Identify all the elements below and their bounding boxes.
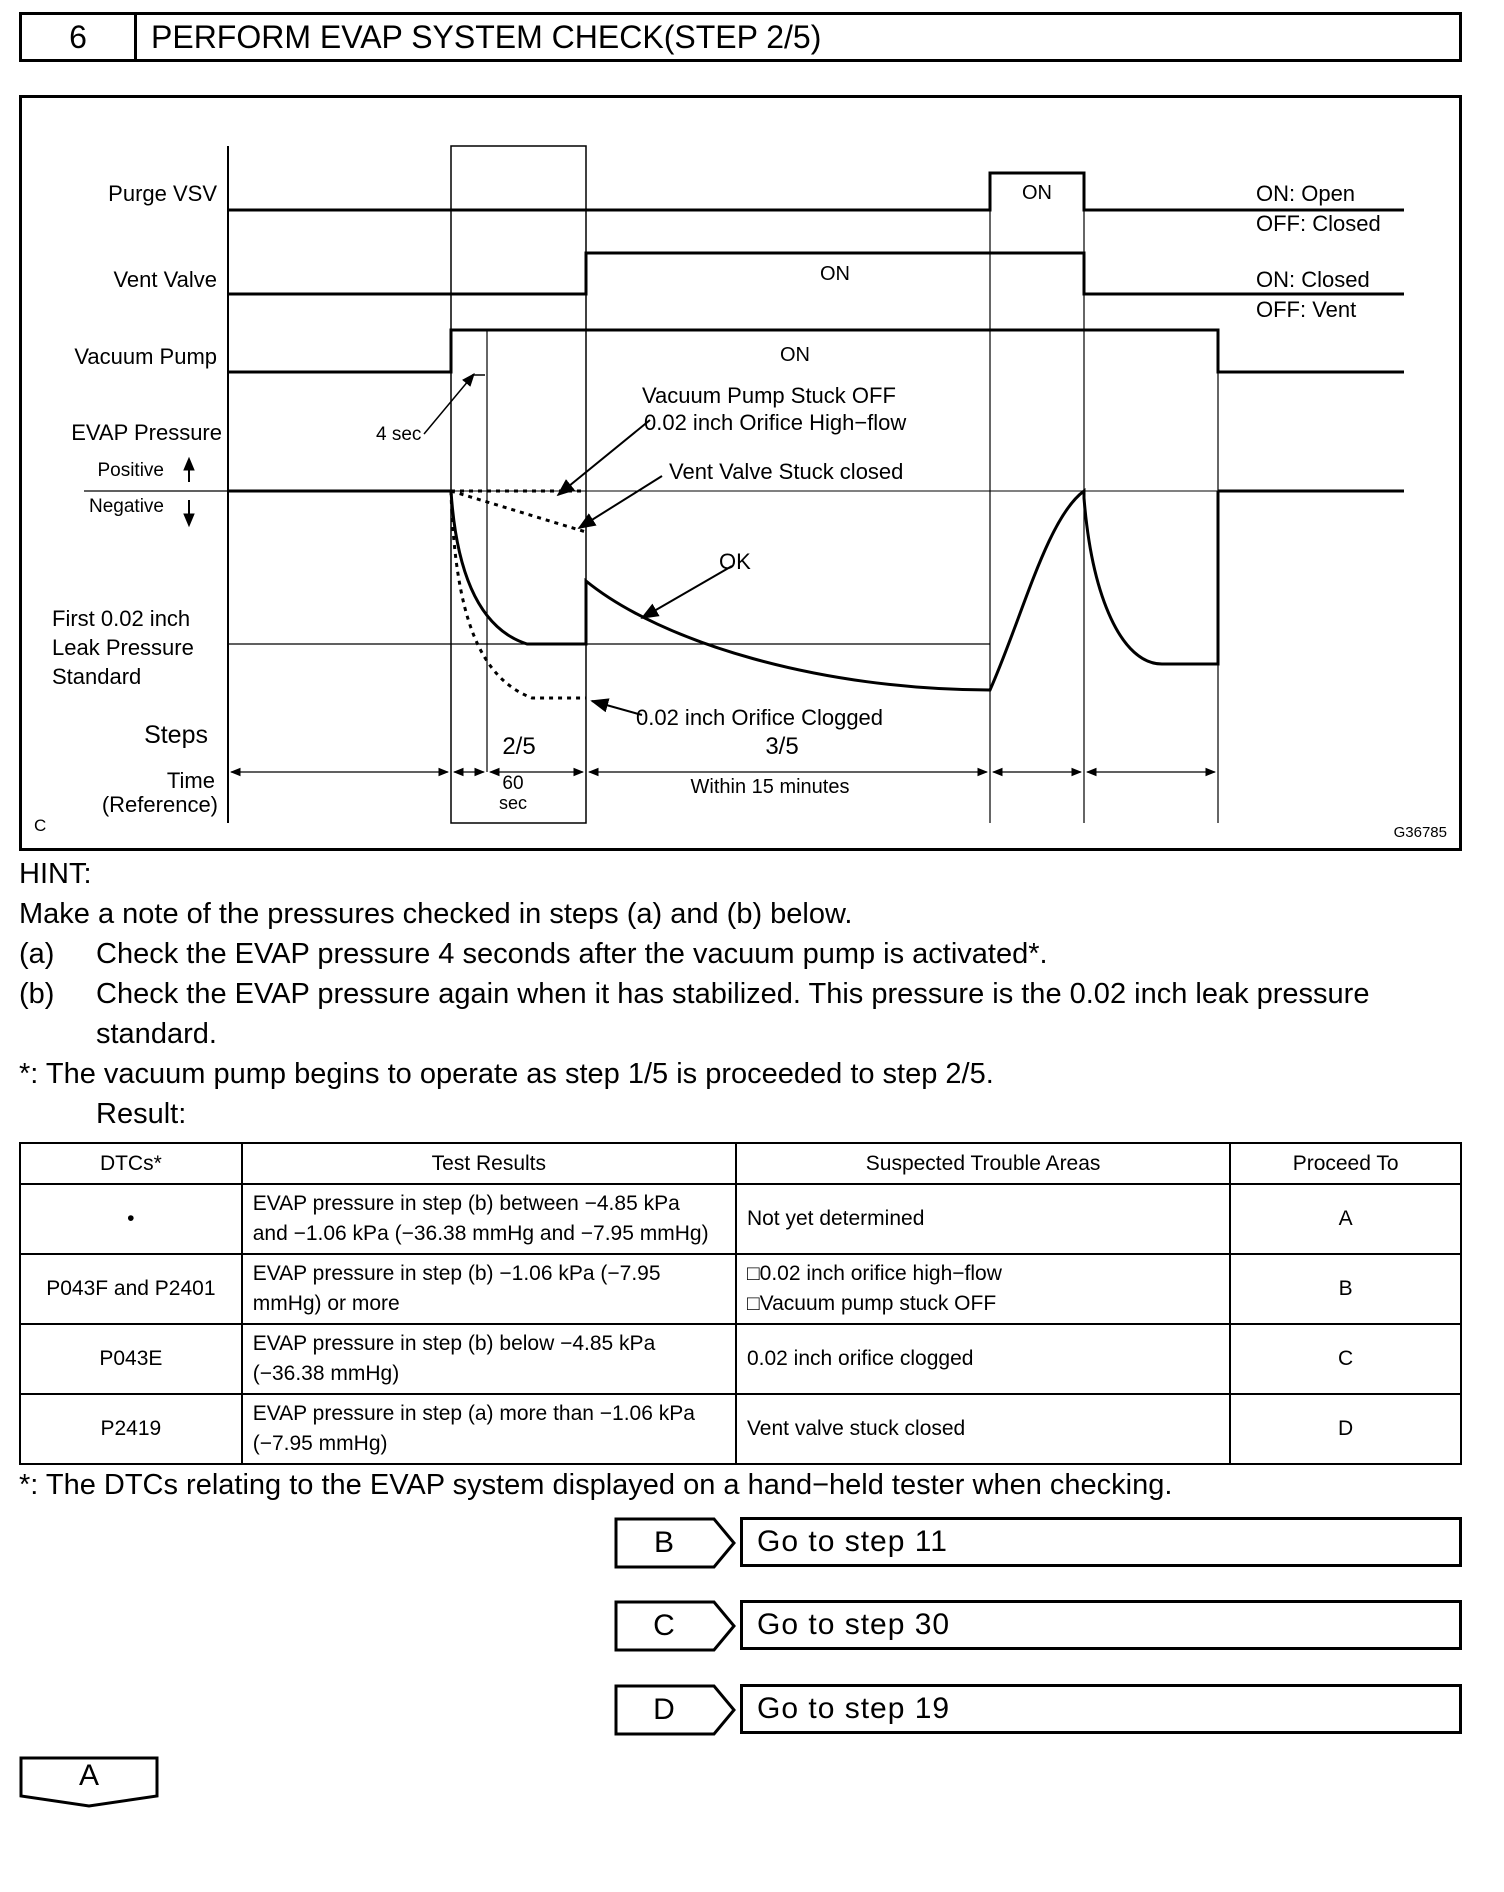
table-header-row — [20, 1143, 1461, 1184]
legend-vent-off: OFF: Vent — [1256, 297, 1357, 322]
test-result-line: EVAP pressure in step (b) between −4.85 kPa — [252, 1192, 680, 1215]
test-result-cell — [242, 1394, 736, 1464]
purge-on-label: ON — [1022, 182, 1052, 204]
trouble-area-line: □Vacuum pump stuck OFF — [746, 1292, 997, 1315]
step-label-3-5: 3/5 — [765, 733, 799, 760]
hint-intro: Make a note of the pressures checked in steps (a) and (b) below. — [19, 898, 853, 930]
label-vacuum-pump: Vacuum Pump — [74, 344, 217, 369]
hint-note: *: The vacuum pump begins to operate as step 1/5 is proceeded to step 2/5. — [19, 1058, 994, 1090]
test-result-line: EVAP pressure in step (a) more than −1.06 kPa — [252, 1402, 695, 1425]
label-time: Time — [166, 768, 215, 793]
dtc-cell: P2419 — [20, 1394, 242, 1464]
goto-text[interactable]: Go to step 30 — [740, 1600, 1462, 1650]
header-suspected-areas: Suspected Trouble Areas — [736, 1143, 1230, 1184]
proceed-cell: C — [1230, 1324, 1461, 1394]
goto-label-tab — [614, 1684, 736, 1736]
annotation-orifice-high-flow: 0.02 inch Orifice High−flow — [644, 410, 907, 435]
goto-label-tab — [614, 1600, 736, 1652]
time-label-sec: sec — [498, 793, 528, 813]
orifice-clogged-curve — [451, 491, 586, 698]
header-dtcs: DTCs* — [20, 1143, 242, 1184]
four-sec-arrow-a — [424, 374, 474, 434]
evap-ok-curve — [451, 491, 1218, 690]
trouble-area-line: Vent valve stuck closed — [746, 1417, 966, 1440]
label-reference: (Reference) — [101, 792, 218, 817]
timing-diagram — [19, 95, 1462, 851]
table-row — [20, 1254, 1461, 1324]
trouble-area-cell — [736, 1254, 1230, 1324]
pump-on-label: ON — [780, 344, 810, 366]
annotation-four-sec: 4 sec — [376, 424, 422, 445]
test-result-line: mmHg) or more — [252, 1292, 400, 1315]
dtc-cell: • — [20, 1184, 242, 1254]
table-row — [20, 1324, 1461, 1394]
test-result-cell — [242, 1254, 736, 1324]
proceed-cell: B — [1230, 1254, 1461, 1324]
trouble-area-line: □0.02 inch orifice high−flow — [746, 1262, 1002, 1285]
trouble-area-line: 0.02 inch orifice clogged — [746, 1347, 974, 1370]
label-negative: Negative — [89, 496, 164, 517]
goto-label: B — [653, 1526, 674, 1559]
trouble-area-cell — [736, 1394, 1230, 1464]
trouble-area-cell — [736, 1184, 1230, 1254]
trouble-area-cell — [736, 1324, 1230, 1394]
label-purge-vsv: Purge VSV — [108, 181, 217, 206]
step-header — [19, 12, 1462, 62]
annotation-vent-stuck-closed: Vent Valve Stuck closed — [669, 459, 904, 484]
legend-vent-on: ON: Closed — [1256, 267, 1370, 292]
proceed-cell: A — [1230, 1184, 1461, 1254]
legend-purge-off: OFF: Closed — [1256, 211, 1381, 236]
purge-vsv-signal — [228, 173, 1404, 210]
hint-a-text: Check the EVAP pressure 4 seconds after the vacuum pump is activated*. — [96, 938, 1048, 970]
time-label-60: 60 — [502, 773, 524, 794]
step-title: PERFORM EVAP SYSTEM CHECK(STEP 2/5) — [151, 18, 822, 55]
test-result-line: and −1.06 kPa (−36.38 mmHg and −7.95 mmHg) — [252, 1222, 709, 1245]
label-vent-valve: Vent Valve — [113, 267, 217, 292]
time-label-within: Within 15 minutes — [690, 776, 850, 798]
goto-step-c[interactable] — [614, 1600, 1464, 1652]
legend-purge-on: ON: Open — [1256, 181, 1356, 206]
figure-corner-label: C — [34, 816, 47, 835]
dtc-cell: P043F and P2401 — [20, 1254, 242, 1324]
goto-step-d[interactable] — [614, 1684, 1464, 1736]
vent-valve-signal — [228, 253, 1404, 294]
annotation-orifice-clogged: 0.02 inch Orifice Clogged — [636, 705, 884, 730]
vent-on-label: ON — [820, 263, 850, 285]
vent-stuck-pointer — [579, 476, 662, 528]
goto-text[interactable]: Go to step 19 — [740, 1684, 1462, 1734]
header-test-results: Test Results — [242, 1143, 736, 1184]
vacuum-pump-signal — [228, 330, 1404, 372]
step-number: 6 — [22, 15, 137, 59]
negative-arrow-head — [184, 514, 194, 526]
goto-label: D — [653, 1693, 675, 1726]
goto-label-tab — [614, 1517, 736, 1569]
test-result-cell — [242, 1324, 736, 1394]
hint-title: HINT: — [19, 858, 92, 890]
hint-b-label: (b) — [19, 978, 55, 1010]
hint-b-text-2: standard. — [96, 1018, 217, 1050]
annotation-pump-stuck-off: Vacuum Pump Stuck OFF — [642, 383, 896, 408]
goto-label: C — [653, 1609, 675, 1642]
next-step-a[interactable] — [19, 1756, 159, 1808]
table-row — [20, 1394, 1461, 1464]
test-result-line: (−36.38 mmHg) — [252, 1362, 400, 1385]
annotation-ok: OK — [719, 549, 751, 574]
step-label-2-5: 2/5 — [502, 733, 536, 760]
high-flow-pointer — [558, 420, 650, 495]
table-row — [20, 1184, 1461, 1254]
label-first-leak-3: Standard — [52, 664, 142, 689]
positive-arrow-head — [184, 458, 194, 470]
step-2-5-box — [451, 146, 586, 823]
dtc-cell: P043E — [20, 1324, 242, 1394]
test-result-line: EVAP pressure in step (b) −1.06 kPa (−7.95 — [252, 1262, 661, 1285]
figure-id: G36785 — [1393, 824, 1447, 841]
goto-text[interactable]: Go to step 11 — [740, 1517, 1462, 1567]
label-first-leak-1: First 0.02 inch — [52, 606, 191, 631]
goto-step-b[interactable] — [614, 1517, 1464, 1569]
clogged-pointer — [592, 701, 642, 715]
hint-a-label: (a) — [19, 938, 55, 970]
label-steps: Steps — [144, 721, 208, 749]
result-table — [19, 1142, 1462, 1465]
label-evap-pressure: EVAP Pressure — [71, 420, 222, 445]
result-label: Result: — [96, 1098, 187, 1130]
proceed-cell: D — [1230, 1394, 1461, 1464]
test-result-line: EVAP pressure in step (b) below −4.85 kPa — [252, 1332, 656, 1355]
next-label: A — [78, 1759, 99, 1792]
header-proceed-to: Proceed To — [1230, 1143, 1461, 1184]
test-result-cell — [242, 1184, 736, 1254]
table-footnote: *: The DTCs relating to the EVAP system displayed on a hand−held tester when checking. — [19, 1469, 1173, 1501]
vent-stuck-closed-curve — [451, 491, 586, 532]
label-first-leak-2: Leak Pressure — [52, 635, 194, 660]
trouble-area-line: Not yet determined — [746, 1207, 925, 1230]
timing-diagram-svg — [22, 98, 1459, 848]
test-result-line: (−7.95 mmHg) — [252, 1432, 388, 1455]
hint-b-text-1: Check the EVAP pressure again when it has stabilized. This pressure is the 0.02 inch leak pressure — [96, 978, 1370, 1010]
label-positive: Positive — [97, 460, 164, 481]
